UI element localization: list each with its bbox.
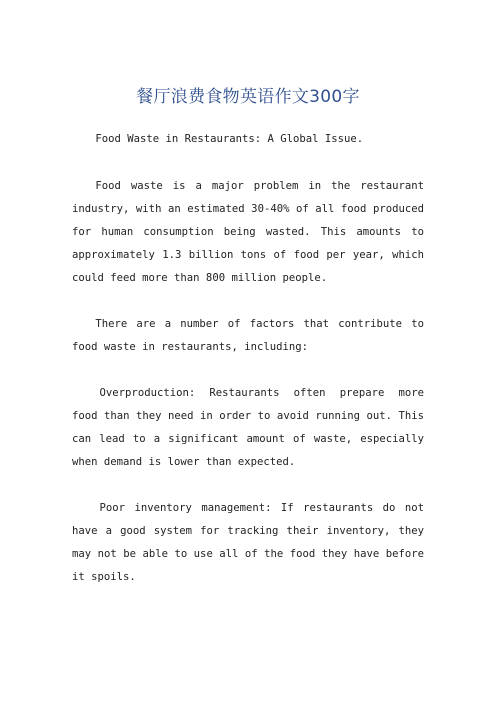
paragraph-overproduction: Overproduction: Restaurants often prepare more food than they need in order to avoid running out. This can lead to a significant amount of waste, especially when demand is lower than expected.	[72, 387, 424, 468]
paragraph-intro: Food waste is a major problem in the restaurant industry, with an estimated 30-40% of all food produced for human consumption being wasted. This amounts to approximately 1.3 billion tons of food per year, which could feed more than 800 million people.	[72, 180, 424, 284]
document-title: 餐厅浪费食物英语作文300字	[136, 87, 360, 107]
essay-heading: Food Waste in Restaurants: A Global Issue.	[95, 133, 364, 145]
paragraph-factors: There are a number of factors that contribute to food waste in restaurants, including:	[72, 318, 424, 353]
paragraph-inventory: Poor inventory management: If restaurants do not have a good system for tracking their inventory, they may not be able to use all of the food they have before it spoils.	[72, 502, 424, 583]
document-body	[72, 128, 424, 612]
